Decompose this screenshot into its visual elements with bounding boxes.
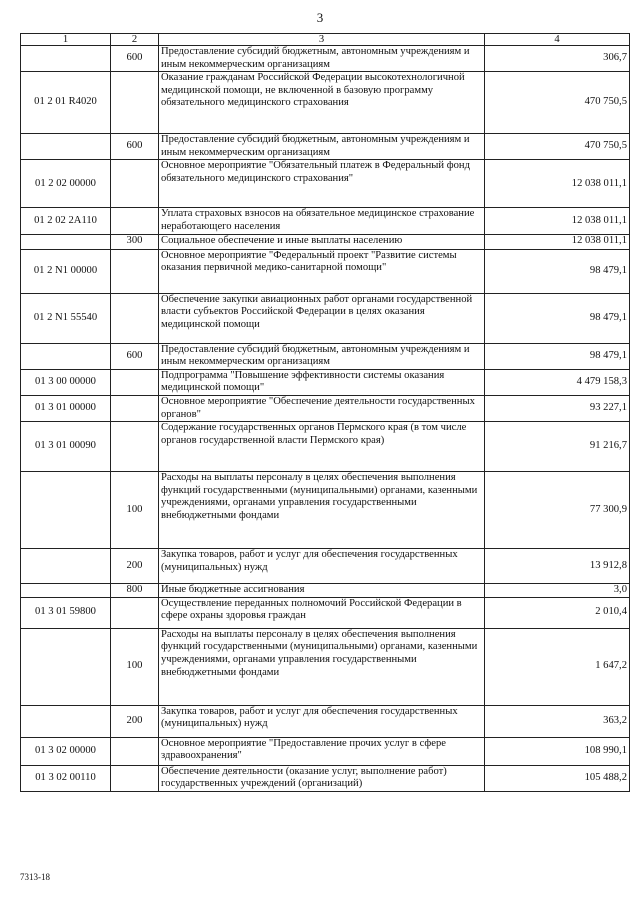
table-row [21, 737, 630, 765]
row-code: 01 3 01 00090 [21, 422, 111, 472]
row-code: 01 2 01 R4020 [21, 72, 111, 134]
row-expense-type: 200 [111, 705, 159, 737]
row-code: 01 3 00 00000 [21, 369, 111, 395]
column-header-amount: 4 [485, 34, 630, 46]
row-code: 01 2 N1 55540 [21, 293, 111, 343]
row-expense-type: 800 [111, 584, 159, 598]
row-expense-type [111, 160, 159, 208]
row-amount: 98 479,1 [485, 249, 630, 293]
footer-code: 7313-18 [20, 872, 50, 882]
page-number: 3 [316, 10, 324, 25]
column-header-name: 3 [159, 34, 485, 46]
row-amount: 13 912,8 [485, 549, 630, 584]
row-expense-type: 600 [111, 46, 159, 72]
row-expense-type [111, 249, 159, 293]
table-row [21, 72, 630, 134]
table-row [21, 249, 630, 293]
header-row [21, 34, 630, 46]
row-amount: 77 300,9 [485, 472, 630, 549]
row-code: 01 3 02 00110 [21, 765, 111, 791]
column-header-type: 2 [111, 34, 159, 46]
row-amount: 93 227,1 [485, 395, 630, 421]
table-row [21, 293, 630, 343]
row-code: 01 2 02 2А110 [21, 208, 111, 234]
row-amount: 105 488,2 [485, 765, 630, 791]
row-name: Закупка товаров, работ и услуг для обеспечения государственных (муниципальных) нужд [159, 549, 485, 584]
table-row [21, 369, 630, 395]
row-amount: 12 038 011,1 [485, 234, 630, 249]
table-row [21, 395, 630, 421]
row-code [21, 472, 111, 549]
row-expense-type [111, 422, 159, 472]
row-name: Расходы на выплаты персоналу в целях обеспечения выполнения функций государственными (муниципальными) органами, казенными учреждениями, органами управления государственными внебюджетными фондами [159, 628, 485, 705]
row-expense-type: 200 [111, 549, 159, 584]
row-name: Подпрограмма "Повышение эффективности системы оказания медицинской помощи" [159, 369, 485, 395]
row-name: Предоставление субсидий бюджетным, автономным учреждениям и иным некоммерческим организациям [159, 134, 485, 160]
row-name: Обеспечение закупки авиационных работ органами государственной власти субъектов Российской Федерации в целях оказания медицинской помощи [159, 293, 485, 343]
row-amount: 2 010,4 [485, 597, 630, 628]
row-expense-type: 100 [111, 472, 159, 549]
table-row [21, 584, 630, 598]
row-name: Уплата страховых взносов на обязательное медицинское страхование неработающего населения [159, 208, 485, 234]
table-row [21, 422, 630, 472]
row-amount: 98 479,1 [485, 343, 630, 369]
row-expense-type [111, 208, 159, 234]
row-expense-type [111, 765, 159, 791]
row-code [21, 549, 111, 584]
row-name: Предоставление субсидий бюджетным, автономным учреждениям и иным некоммерческим организациям [159, 343, 485, 369]
row-code [21, 705, 111, 737]
row-name: Основное мероприятие "Обязательный платеж в Федеральный фонд обязательного медицинского страхования" [159, 160, 485, 208]
table-body [21, 46, 630, 792]
row-expense-type: 600 [111, 134, 159, 160]
row-expense-type: 600 [111, 343, 159, 369]
row-code: 01 2 02 00000 [21, 160, 111, 208]
table-row [21, 705, 630, 737]
row-amount: 12 038 011,1 [485, 160, 630, 208]
table-row [21, 343, 630, 369]
row-expense-type: 300 [111, 234, 159, 249]
row-code: 01 2 N1 00000 [21, 249, 111, 293]
row-name: Содержание государственных органов Пермского края (в том числе органов государственной власти Пермского края) [159, 422, 485, 472]
table-row [21, 234, 630, 249]
row-amount: 12 038 011,1 [485, 208, 630, 234]
row-amount: 470 750,5 [485, 134, 630, 160]
row-name: Оказание гражданам Российской Федерации высокотехнологичной медицинской помощи, не включенной в базовую программу обязательного медицинского страхования [159, 72, 485, 134]
row-amount: 470 750,5 [485, 72, 630, 134]
table-row [21, 765, 630, 791]
row-amount: 98 479,1 [485, 293, 630, 343]
table-row [21, 160, 630, 208]
row-amount: 306,7 [485, 46, 630, 72]
row-name: Основное мероприятие "Федеральный проект "Развитие системы оказания первичной медико-санитарной помощи" [159, 249, 485, 293]
table-row [21, 628, 630, 705]
row-code [21, 134, 111, 160]
row-expense-type [111, 597, 159, 628]
table-row [21, 208, 630, 234]
row-name: Закупка товаров, работ и услуг для обеспечения государственных (муниципальных) нужд [159, 705, 485, 737]
row-name: Социальное обеспечение и иные выплаты населению [159, 234, 485, 249]
row-name: Основное мероприятие "Обеспечение деятельности государственных органов" [159, 395, 485, 421]
row-amount: 3,0 [485, 584, 630, 598]
row-name: Основное мероприятие "Предоставление прочих услуг в сфере здравоохранения" [159, 737, 485, 765]
row-expense-type [111, 293, 159, 343]
row-code [21, 234, 111, 249]
table-row [21, 46, 630, 72]
table-row [21, 472, 630, 549]
row-amount: 363,2 [485, 705, 630, 737]
row-code [21, 343, 111, 369]
row-amount: 1 647,2 [485, 628, 630, 705]
column-header-code: 1 [21, 34, 111, 46]
row-expense-type [111, 395, 159, 421]
budget-table [20, 33, 630, 792]
row-code [21, 584, 111, 598]
row-code: 01 3 01 00000 [21, 395, 111, 421]
row-expense-type: 100 [111, 628, 159, 705]
row-expense-type [111, 369, 159, 395]
row-code: 01 3 02 00000 [21, 737, 111, 765]
row-name: Предоставление субсидий бюджетным, автономным учреждениям и иным некоммерческим организациям [159, 46, 485, 72]
row-name: Осуществление переданных полномочий Российской Федерации в сфере охраны здоровья граждан [159, 597, 485, 628]
table-row [21, 134, 630, 160]
row-name: Расходы на выплаты персоналу в целях обеспечения выполнения функций государственными (муниципальными) органами, казенными учреждениями, органами управления государственными внебюджетными фондами [159, 472, 485, 549]
row-code: 01 3 01 59800 [21, 597, 111, 628]
table-row [21, 549, 630, 584]
row-name: Обеспечение деятельности (оказание услуг, выполнение работ) государственных учреждений (организаций) [159, 765, 485, 791]
row-name: Иные бюджетные ассигнования [159, 584, 485, 598]
row-expense-type [111, 737, 159, 765]
row-code [21, 46, 111, 72]
table-row [21, 597, 630, 628]
row-amount: 108 990,1 [485, 737, 630, 765]
row-expense-type [111, 72, 159, 134]
row-amount: 91 216,7 [485, 422, 630, 472]
row-amount: 4 479 158,3 [485, 369, 630, 395]
row-code [21, 628, 111, 705]
